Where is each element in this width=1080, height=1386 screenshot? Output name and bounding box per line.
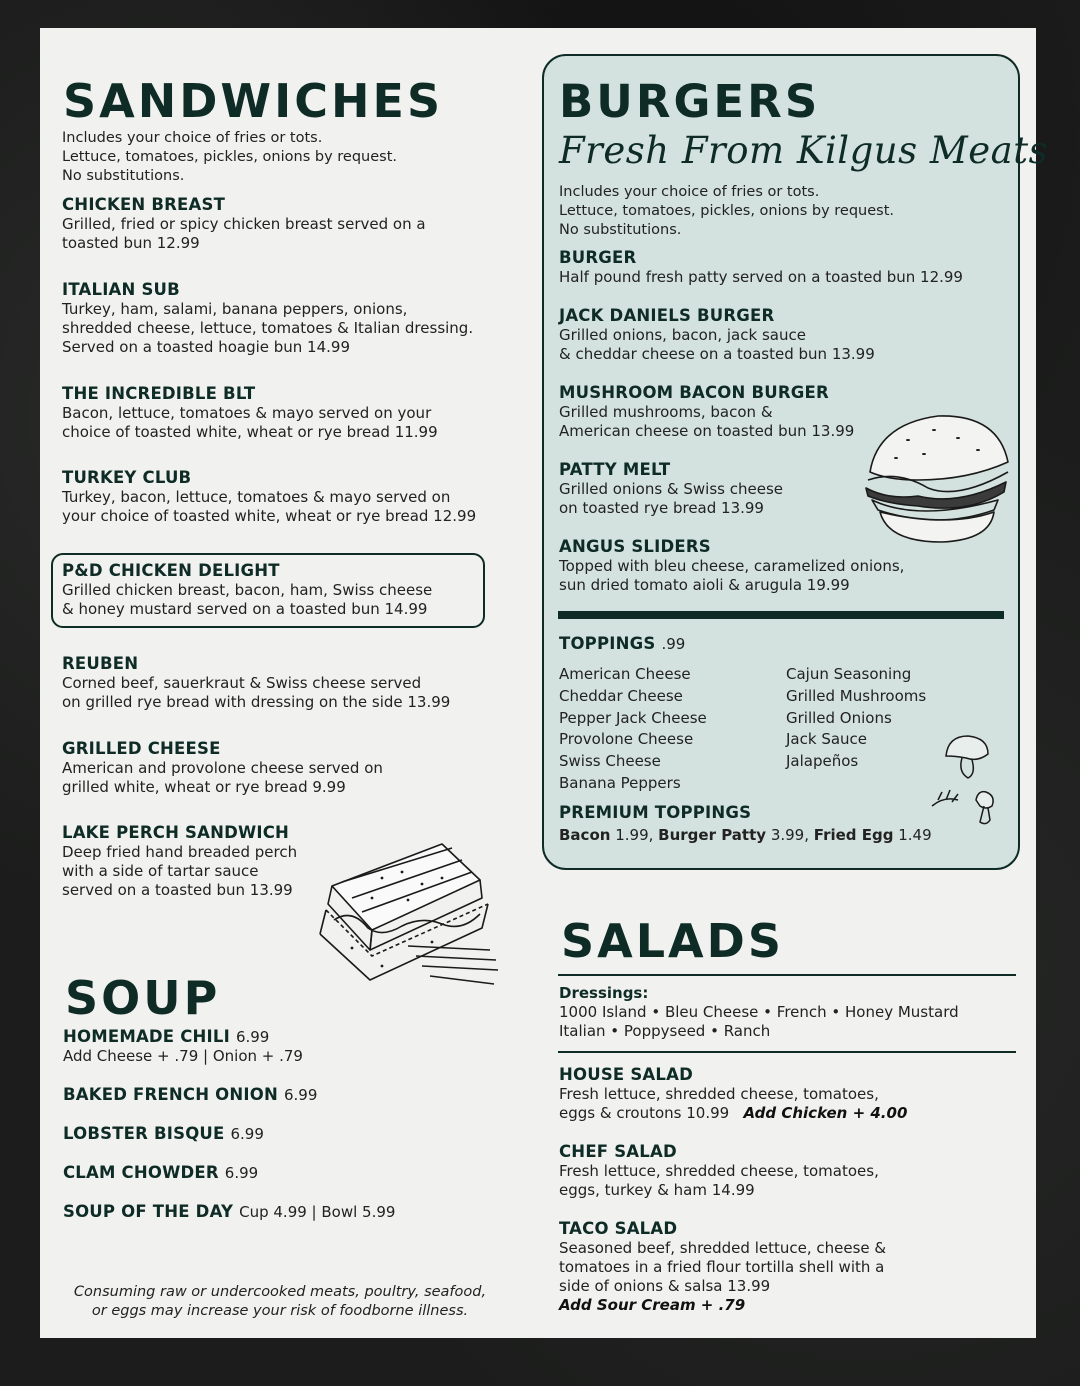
premium-name: Burger Patty	[658, 826, 767, 844]
item-description: Fresh lettuce, shredded cheese, tomatoes,	[559, 1085, 879, 1103]
item-description: eggs & croutons 10.99	[559, 1104, 730, 1122]
premium-price: 1.49	[898, 826, 932, 844]
toppings-divider	[558, 611, 1004, 619]
topping-item: Banana Peppers	[559, 773, 681, 792]
toppings-title: TOPPINGS	[559, 634, 656, 653]
burger-item	[559, 248, 1009, 287]
item-title: HOUSE SALAD	[559, 1065, 693, 1084]
item-title: P&D CHICKEN DELIGHT	[62, 561, 280, 580]
sandwiches-intro: Includes your choice of fries or tots. Lettuce, tomatoes, pickles, onions by request. No substitutions.	[62, 130, 397, 184]
topping-item: Swiss Cheese	[559, 752, 661, 771]
sandwich-illustration-icon	[312, 838, 502, 996]
toppings-list-left	[559, 664, 707, 795]
item-title: THE INCREDIBLE BLT	[62, 384, 256, 403]
sandwich-item	[62, 739, 512, 797]
topping-item: American Cheese	[559, 665, 691, 683]
soup-item	[63, 1027, 503, 1066]
burgers-intro: Includes your choice of fries or tots. Lettuce, tomatoes, pickles, onions by request. No substitutions.	[559, 184, 894, 238]
item-description: Half pound fresh patty served on a toasted bun 12.99	[559, 268, 963, 286]
topping-item: Pepper Jack Cheese	[559, 708, 707, 727]
burger-illustration-icon	[858, 410, 1014, 548]
sandwich-item	[62, 384, 512, 442]
item-title: ITALIAN SUB	[62, 280, 180, 299]
item-price: Cup 4.99 | Bowl 5.99	[239, 1203, 396, 1221]
item-description: Fresh lettuce, shredded cheese, tomatoes, eggs, turkey & ham 14.99	[559, 1162, 879, 1199]
item-title: TACO SALAD	[559, 1219, 678, 1238]
topping-item: Jalapeños	[786, 752, 859, 771]
item-description: Topped with bleu cheese, caramelized onions, sun dried tomato aioli & arugula 19.99	[559, 557, 905, 594]
item-title: SOUP OF THE DAY	[63, 1202, 234, 1221]
dressings-label: Dressings:	[559, 984, 649, 1002]
item-description: Grilled onions & Swiss cheese on toasted rye bread 13.99	[559, 480, 784, 517]
item-title: BAKED FRENCH ONION	[63, 1085, 278, 1104]
item-description: Grilled chicken breast, bacon, ham, Swiss cheese & honey mustard served on a toasted bun 14.99	[62, 581, 433, 618]
topping-item: Jack Sauce	[786, 730, 868, 749]
topping-item: Provolone Cheese	[559, 730, 694, 749]
salads-rule-bottom	[558, 1051, 1016, 1053]
item-description: American and provolone cheese served on grilled white, wheat or rye bread 9.99	[62, 759, 383, 796]
sandwiches-heading: SANDWICHES	[63, 74, 444, 128]
premium-name: Fried Egg	[813, 826, 894, 844]
item-title: CHEF SALAD	[559, 1142, 677, 1161]
item-addon: Add Chicken + 4.00	[743, 1104, 908, 1122]
item-title: PATTY MELT	[559, 460, 671, 479]
item-description: Deep fried hand breaded perch with a side of tartar sauce served on a toasted bun 13.99	[62, 843, 298, 899]
salads-rule-top	[558, 974, 1016, 976]
item-price: 6.99	[224, 1164, 259, 1182]
premium-price: 1.99	[615, 826, 649, 844]
item-title: TURKEY CLUB	[62, 468, 192, 487]
item-title: BURGER	[559, 248, 637, 267]
topping-item: Cheddar Cheese	[559, 686, 683, 705]
topping-item: Cajun Seasoning	[786, 665, 912, 683]
dressings-line: Italian • Poppyseed • Ranch	[559, 1022, 771, 1040]
item-title: GRILLED CHEESE	[62, 739, 221, 758]
item-title: CLAM CHOWDER	[63, 1163, 219, 1182]
burger-item	[559, 306, 1009, 364]
item-description: Grilled mushrooms, bacon & American cheese on toasted bun 13.99	[559, 403, 855, 440]
item-title: CHICKEN BREAST	[62, 195, 226, 214]
item-description: Turkey, bacon, lettuce, tomatoes & mayo served on your choice of toasted white, wheat or rye bread 12.99	[62, 488, 477, 525]
item-title: LAKE PERCH SANDWICH	[62, 823, 290, 842]
burger-item	[559, 383, 879, 441]
soup-item	[63, 1163, 503, 1183]
salad-item	[559, 1219, 1009, 1315]
dressings-block	[559, 984, 1009, 1041]
burgers-heading: BURGERS	[559, 75, 821, 128]
soup-item	[63, 1085, 503, 1105]
item-description: Turkey, ham, salami, banana peppers, onions, shredded cheese, lettuce, tomatoes & Italian dressing. Served on a toasted hoagie bun 14.99	[62, 300, 474, 356]
mushroom-illustration-icon	[928, 730, 1008, 834]
item-price: 6.99	[283, 1086, 318, 1104]
item-title: LOBSTER BISQUE	[63, 1124, 225, 1143]
toppings-list-right	[786, 664, 926, 773]
premium-toppings-title: PREMIUM TOPPINGS	[559, 803, 752, 822]
soup-item	[63, 1124, 503, 1144]
soup-item	[63, 1202, 503, 1222]
burgers-subheading: Fresh From Kilgus Meats	[559, 129, 1049, 172]
item-title: JACK DANIELS BURGER	[559, 306, 775, 325]
salad-item	[559, 1065, 1009, 1123]
item-description: Grilled onions, bacon, jack sauce & cheddar cheese on a toasted bun 13.99	[559, 326, 875, 363]
dressings-line: 1000 Island • Bleu Cheese • French • Honey Mustard	[559, 1003, 959, 1021]
item-title: MUSHROOM BACON BURGER	[559, 383, 829, 402]
item-description: Corned beef, sauerkraut & Swiss cheese served on grilled rye bread with dressing on the side 13.99	[62, 674, 451, 711]
salads-heading: SALADS	[561, 914, 784, 968]
premium-price: 3.99	[770, 826, 805, 844]
item-description: Bacon, lettuce, tomatoes & mayo served on your choice of toasted white, wheat or rye bread 11.99	[62, 404, 438, 441]
burger-item	[559, 460, 859, 518]
sandwich-item	[62, 468, 522, 526]
item-addon: Add Sour Cream + .79	[559, 1296, 746, 1314]
premium-toppings-list: Bacon 1.99, Burger Patty 3.99, Fried Egg 1.49	[559, 826, 932, 844]
premium-name: Bacon	[559, 826, 611, 844]
sandwich-item	[62, 195, 512, 253]
food-safety-disclaimer: Consuming raw or undercooked meats, poultry, seafood, or eggs may increase your risk of foodborne illness.	[73, 1284, 487, 1319]
item-description: Seasoned beef, shredded lettuce, cheese & tomatoes in a fried flour tortilla shell with a side of onions & salsa 13.99	[559, 1239, 887, 1295]
soup-heading: SOUP	[65, 971, 221, 1025]
item-description: Grilled, fried or spicy chicken breast served on a toasted bun 12.99	[62, 215, 426, 252]
toppings-header	[559, 634, 685, 654]
item-extras: Add Cheese + .79 | Onion + .79	[63, 1047, 303, 1065]
item-price: 6.99	[230, 1125, 264, 1143]
sandwich-item	[62, 654, 512, 712]
item-title: HOMEMADE CHILI	[63, 1027, 230, 1046]
sandwich-item-featured	[62, 561, 482, 619]
toppings-price: .99	[661, 635, 686, 653]
item-title: ANGUS SLIDERS	[559, 537, 711, 556]
item-title: REUBEN	[62, 654, 139, 673]
salad-item	[559, 1142, 1009, 1200]
topping-item: Grilled Onions	[786, 708, 892, 727]
topping-item: Grilled Mushrooms	[786, 686, 927, 705]
item-price: 6.99	[235, 1028, 270, 1046]
sandwich-item	[62, 280, 512, 357]
